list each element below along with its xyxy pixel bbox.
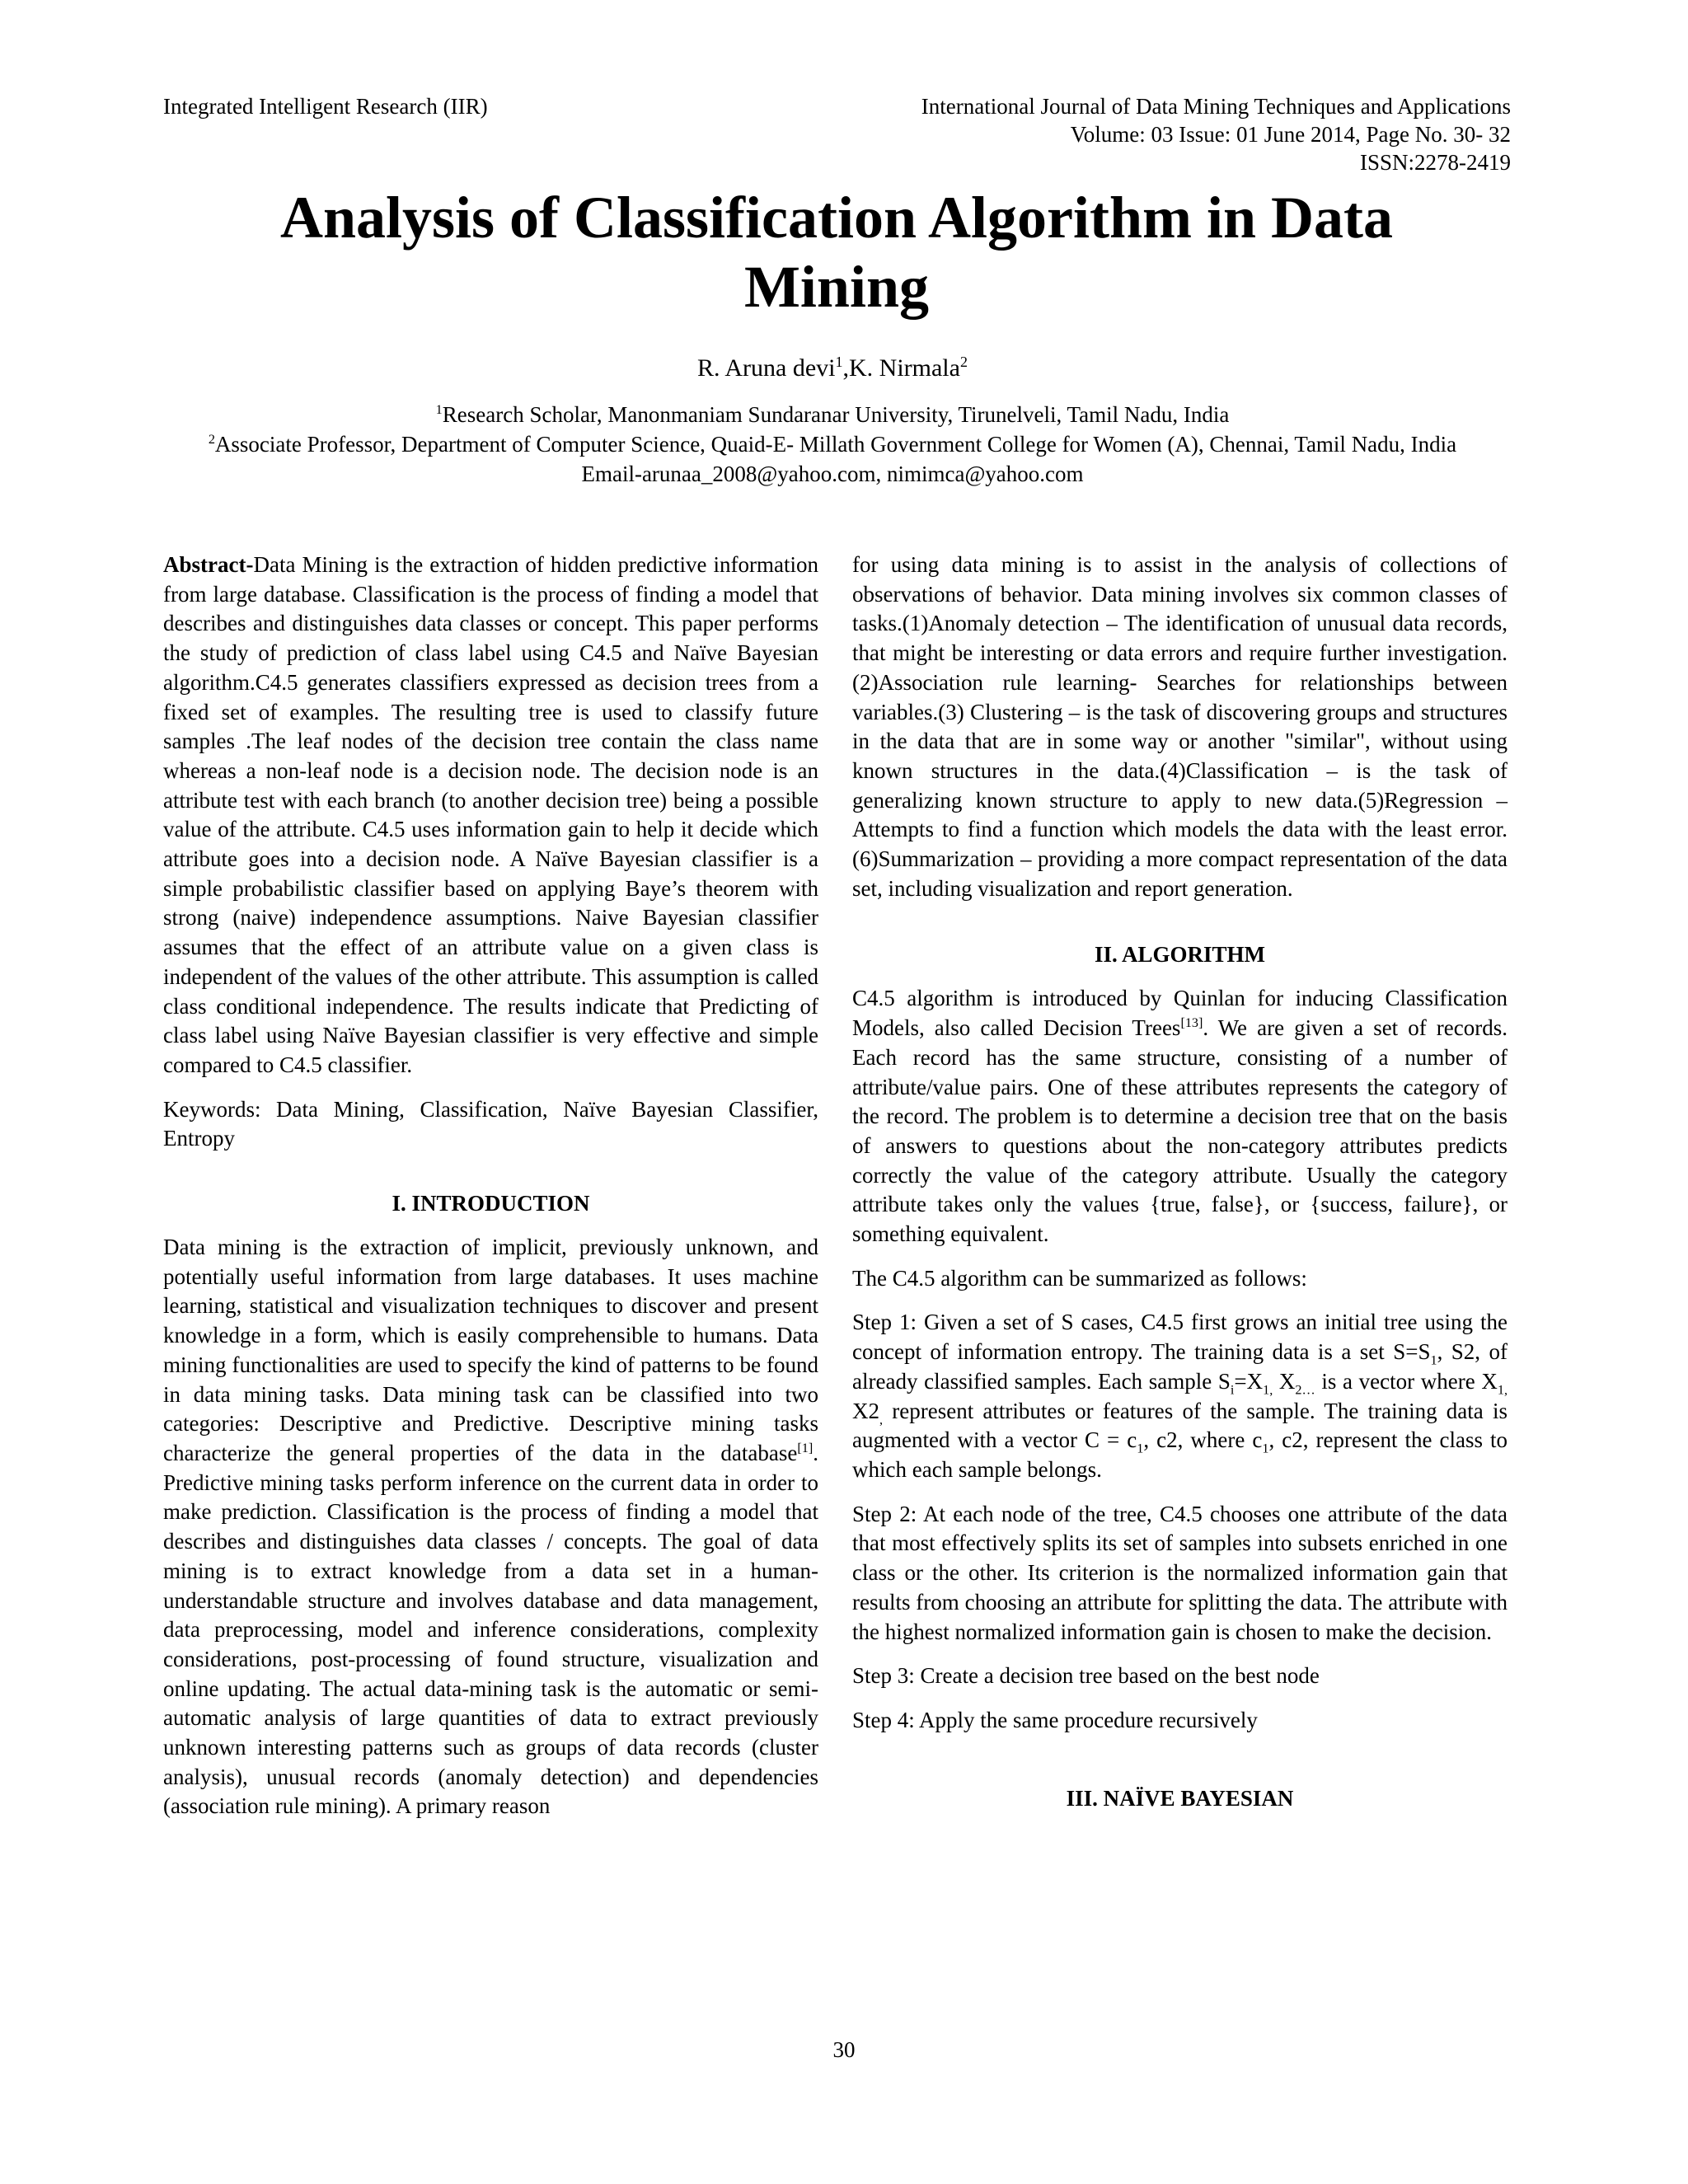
intro-paragraph-continued: for using data mining is to assist in the analysis of collections of observations of behavior. Data mining involves six common classes of tasks.(1)Anomaly detection – The identification of unusual data records, that might be interesting or data errors and require further investigation.(2)Association rule learning- Searches for relationships between variables.(3) Clustering – is the task of discovering groups and structures in the data that are in some way or another "similar", without using known structures in the data.(4)Classification – is the task of generalizing known structure to apply to new data.(5)Regression – Attempts to find a function which models the data with the least error.(6)Summarization – providing a more compact representation of the data set, including visualization and report generation. (852, 552, 1507, 901)
left-column (163, 551, 818, 1836)
affiliation-1-text: Research Scholar, Manonmaniam Sundaranar University, Tirunelveli, Tamil Nadu, India (442, 402, 1230, 427)
affiliation-2-text: Associate Professor, Department of Computer Science, Quaid-E- Millath Government College for Women (A), Chennai, Tamil Nadu, India (214, 432, 1457, 457)
affiliation-1 (165, 400, 1500, 429)
step1-sub-c1: 1 (1137, 1441, 1144, 1456)
citation-1: [1] (797, 1440, 814, 1455)
affiliation-1-mark: 1 (435, 402, 443, 417)
step1-text-c: =X (1234, 1368, 1264, 1394)
step1-sub-c1b: 1 (1262, 1441, 1269, 1456)
author-1: R. Aruna devi (697, 354, 836, 382)
algorithm-summary-intro: The C4.5 algorithm can be summarized as follows: (852, 1265, 1307, 1291)
step1-text-d: X (1273, 1368, 1296, 1394)
header-volume-issue: Volume: 03 Issue: 01 June 2014, Page No. 30- 32 (1070, 122, 1511, 147)
step1-text-b: , S2, of already classified samples. Each sample S (852, 1339, 1507, 1394)
section-heading-naive-bayesian: III. NAÏVE BAYESIAN (1066, 1785, 1294, 1811)
step1-text-g: represent attributes or features of the sample. The training data is augmented with a vector C = c (852, 1398, 1507, 1453)
intro-text-a: Data mining is the extraction of implicit, previously unknown, and potentially useful information from large databases. It uses machine learning, statistical and visualization techniques to discover and present knowledge in a form, which is easily comprehensible to humans. Data mining functionalities are used to specify the kind of patterns to be found in data mining tasks. Data mining task can be classified into two categories: Descriptive and Predictive. Descriptive mining tasks characterize the general properties of the data in the database (163, 1235, 818, 1465)
step1-sub-x1: 1, (1263, 1382, 1273, 1398)
abstract-text: Data Mining is the extraction of hidden predictive information from large database. Classification is the process of finding a model that describes and distinguishes data classes or concept. This paper performs the study of prediction of class label using C4.5 and Naïve Bayesian algorithm.C4.5 generates classifiers expressed as decision trees from a fixed set of examples. The resulting tree is used to classify future samples .The leaf nodes of the decision tree contain the class name whereas a non-leaf node is a decision node. The decision node is an attribute test with each branch (to another decision tree) being a possible value of the attribute. C4.5 uses information gain to help it decide which attribute goes into a decision node. A Naïve Bayesian classifier is a simple probabilistic classifier based on applying Baye’s theorem with strong (naive) independence assumptions. Naive Bayesian classifier assumes that the effect of an attribute value on a given class is independent of the values of the other attribute. This assumption is called class conditional independence. The results indicate that Predicting of class label using Naïve Bayesian classifier is very effective and simple compared to C4.5 classifier. (163, 552, 818, 1077)
abstract-label: Abstract- (163, 552, 254, 577)
step1-sub-i: i (1230, 1382, 1235, 1398)
step1-sub-x1b: 1, (1497, 1382, 1507, 1398)
paper-title: Analysis of Classification Algorithm in Data Mining (279, 185, 1394, 320)
algorithm-step-1 (852, 1308, 1507, 1484)
intro-text-b: . Predictive mining tasks perform inference on the current data in order to make prediction. Classification is the process of finding a model that describes and distinguishes data classes / concepts. The goal of data mining is to extract knowledge from a data set in a human-understandable structure and involves database and data management, data preprocessing, model and inference considerations, complexity considerations, post-processing of found structure, visualization and online updating. The actual data-mining task is the automatic or semi-automatic analysis of large quantities of data to extract previously unknown interesting patterns such as groups of data records (cluster analysis), unusual records (anomaly detection) and dependencies (association rule mining). A primary reason (163, 1440, 818, 1819)
right-column (852, 551, 1507, 1828)
algorithm-text-b: . We are given a set of records. Each record has the same structure, consisting of a number of attribute/value pairs. One of these attributes represents the category of the record. The problem is to determine a decision tree that on the basis of answers to questions about the non-category attributes predicts correctly the value of the category attribute. Usually the category attribute takes only the values {true, false}, or {success, failure}, or something equivalent. (852, 1015, 1508, 1247)
citation-13: [13] (1180, 1015, 1203, 1031)
algorithm-text-a: C4.5 algorithm is introduced by Quinlan for inducing Classification Models, also called Decision Trees (852, 986, 1507, 1041)
header-journal-info (769, 92, 1511, 176)
algorithm-step-2: Step 2: At each node of the tree, C4.5 chooses one attribute of the data that most effectively splits its set of samples into subsets enriched in one class or the other. Its criterion is the normalized information gain that results from choosing an attribute for splitting the data. The attribute with the highest normalized information gain is chosen to make the decision. (852, 1501, 1507, 1644)
keywords-paragraph: Keywords: Data Mining, Classification, Naïve Bayesian Classifier, Entropy (163, 1096, 818, 1151)
affiliation-2-mark: 2 (208, 432, 215, 447)
header-journal-publisher: Integrated Intelligent Research (IIR) (163, 94, 488, 119)
author-2-affil-mark: 2 (959, 354, 968, 370)
author-1-affil-mark: 1 (835, 354, 843, 370)
step1-text-f: X2 (852, 1398, 879, 1423)
algorithm-step-3: Step 3: Create a decision tree based on the best node (852, 1663, 1320, 1689)
step1-sub-s1: 1 (1430, 1352, 1437, 1368)
step1-text-a: Step 1: Given a set of S cases, C4.5 first grows an initial tree using the concept of information entropy. The training data is a set S=S (852, 1310, 1507, 1365)
author-emails: Email-arunaa_2008@yahoo.com, nimimca@yahoo.com (581, 462, 1084, 486)
intro-paragraph-1 (163, 1233, 818, 1821)
author-separator: , (842, 354, 849, 382)
header-journal-name: International Journal of Data Mining Techniques and Applications (921, 94, 1511, 119)
affiliations (165, 400, 1500, 489)
page-number: 30 (832, 2037, 856, 2062)
author-2: K. Nirmala (849, 354, 960, 382)
algorithm-step-4: Step 4: Apply the same procedure recursively (852, 1707, 1258, 1732)
header-issn: ISSN:2278-2419 (1359, 150, 1511, 175)
abstract-paragraph (163, 551, 818, 1080)
author-line (165, 353, 1500, 384)
step1-text-i: , c2, represent the class to which each sample belongs. (852, 1427, 1507, 1482)
step1-text-e: is a vector where X (1315, 1368, 1498, 1394)
section-heading-algorithm: II. ALGORITHM (1094, 942, 1266, 968)
step1-text-h: , c2, where c (1143, 1427, 1263, 1453)
step1-sub-comma: , (879, 1411, 884, 1427)
affiliation-2 (165, 429, 1500, 459)
step1-sub-x2: 2… (1295, 1382, 1315, 1398)
algorithm-paragraph-1 (852, 984, 1507, 1249)
section-heading-introduction: I. INTRODUCTION (392, 1191, 590, 1216)
